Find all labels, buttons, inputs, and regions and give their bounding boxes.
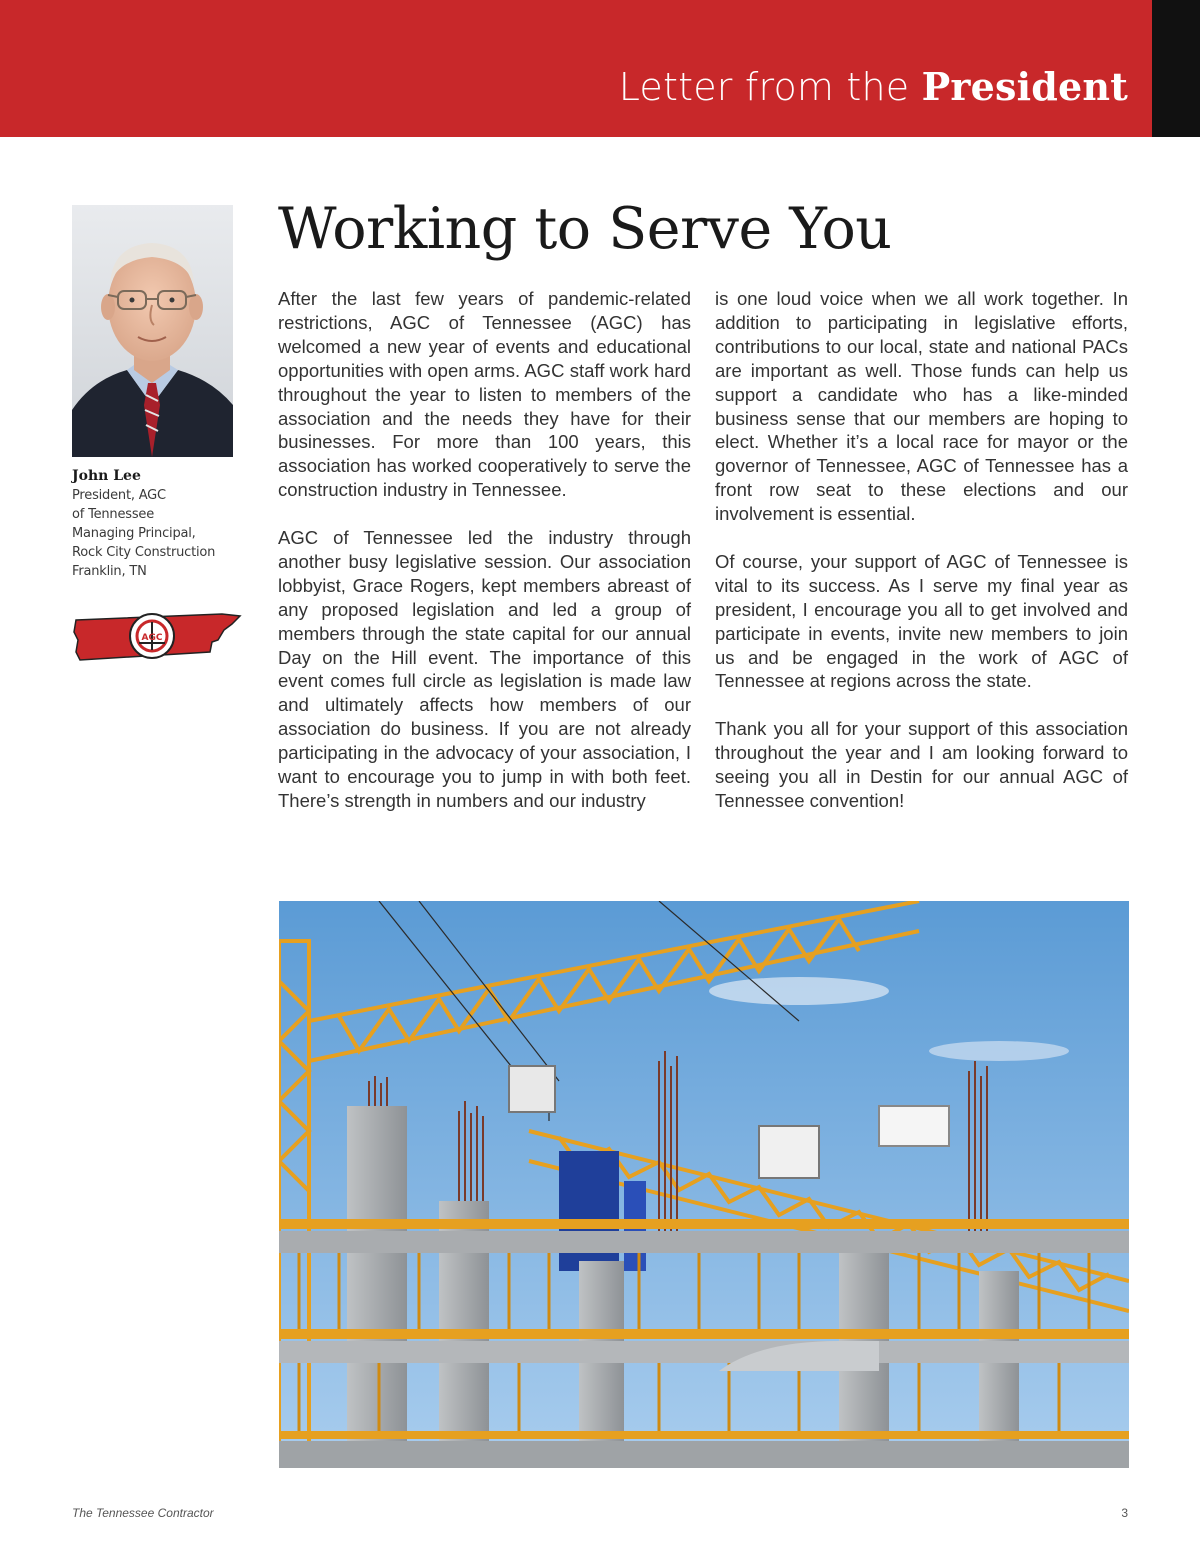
- paragraph: is one loud voice when we all work together. In addition to participating in legislative efforts, contributions to our local, state and national PACs are important as well. Those funds can help us support a candidate who has a like-minded business sense that our members are hoping to elect. Whether it’s a local race for mayor or the governor of Tennessee, AGC of Tennessee has a front row seat to these elections and our involvement is essential.: [715, 288, 1128, 525]
- author-title-line: of Tennessee: [72, 507, 155, 522]
- section-title-emphasis: President: [921, 64, 1128, 109]
- author-portrait: [72, 205, 233, 457]
- paragraph: Thank you all for your support of this association throughout the year and I am looking forward to seeing you all in Destin for our annual AGC of Tennessee convention!: [715, 718, 1128, 811]
- author-title-line: Rock City Construction: [72, 545, 216, 560]
- agc-tennessee-logo: [72, 612, 242, 664]
- article-column-left: [278, 287, 691, 837]
- paragraph: Of course, your support of AGC of Tennessee is vital to its success. As I serve my final year as president, I encourage you all to get involved and participate in events, invite new members to join us and be engaged in the work of AGC of Tennessee at regions across the state.: [715, 550, 1128, 692]
- article-column-right: [715, 287, 1128, 837]
- construction-site-illustration: [279, 901, 1129, 1468]
- author-byline: [72, 466, 242, 581]
- section-title: [619, 64, 1128, 109]
- portrait-illustration: [72, 205, 233, 457]
- author-title-line: Franklin, TN: [72, 564, 147, 579]
- author-title-line: President, AGC: [72, 488, 166, 503]
- logo-text: AGC: [141, 633, 163, 643]
- header-accent-block: [1152, 0, 1200, 137]
- footer-page-number: 3: [1121, 1506, 1128, 1520]
- footer-publication: The Tennessee Contractor: [72, 1506, 214, 1520]
- paragraph: After the last few years of pandemic-related restrictions, AGC of Tennessee (AGC) has welcomed a new year of events and educational opportunities with open arms. AGC staff work hard throughout the year to listen to members of the association and the needs they have for their businesses. For more than 100 years, this association has worked cooperatively to serve the construction industry in Tennessee.: [278, 288, 691, 501]
- section-title-prefix: Letter from the: [618, 65, 922, 109]
- paragraph: AGC of Tennessee led the industry through another busy legislative session. Our association lobbyist, Grace Rogers, kept members abreast of any proposed legislation and led a group of members through the state capital for our annual Day on the Hill event. The importance of this event comes full circle as legislation is made law and ultimately affects how members of our association do business. If you are not already participating in the advocacy of your association, I want to encourage you to jump in with both feet. There’s strength in numbers and our industry: [278, 527, 691, 812]
- article-title: Working to Serve You: [278, 196, 892, 262]
- author-title-line: Managing Principal,: [72, 526, 196, 541]
- author-name: John Lee: [72, 468, 141, 484]
- construction-photo: [279, 901, 1129, 1468]
- tennessee-state-icon: [72, 612, 242, 664]
